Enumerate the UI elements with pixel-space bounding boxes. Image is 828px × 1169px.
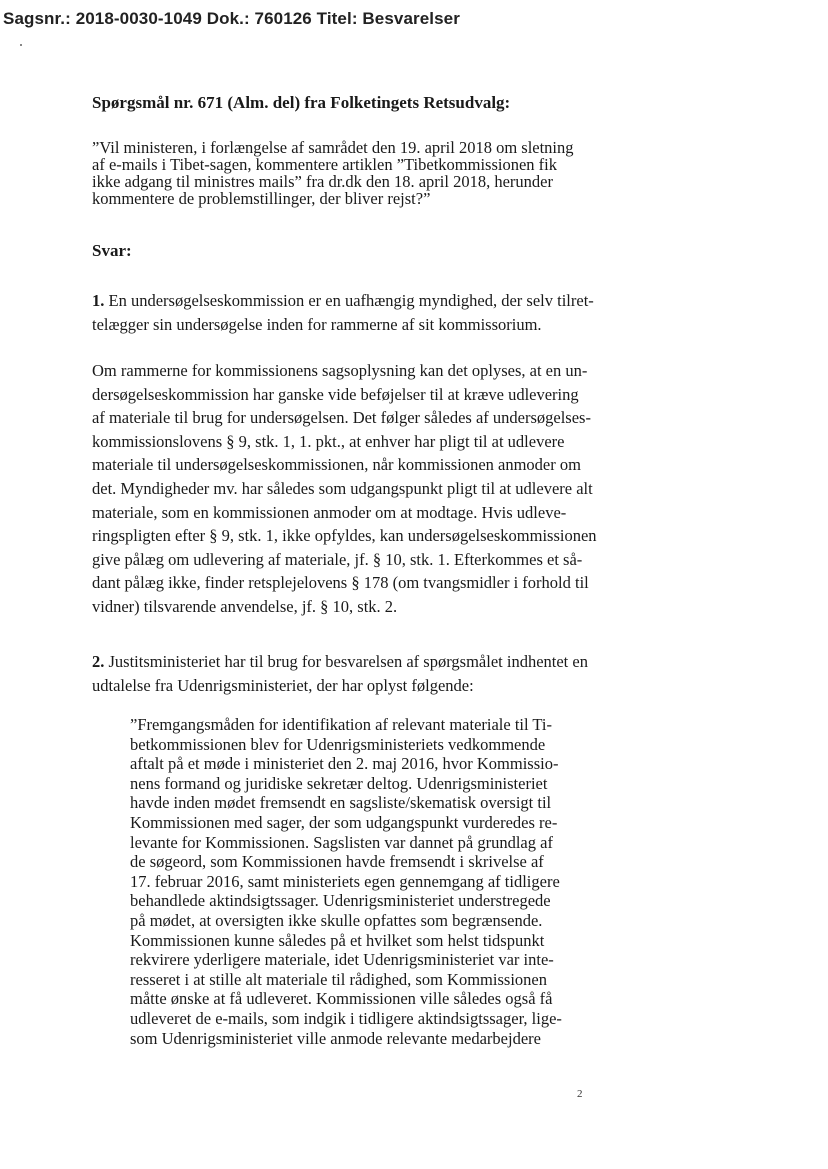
answer-paragraph-2: Om rammerne for kommissionens sagsoplysning kan det oplyses, at en un- dersøgelseskommission har ganske vide beføjelser til at kræve udlevering af materiale til brug for undersøgelsen. Det følger således af undersøgelses- kommissionslovens § 9, stk. 1, 1. pkt., at enhver har pligt til at udlevere materiale til undersøgelseskommissionen, når kommissionen anmoder om det. Myndigheder mv. har således som udgangspunkt pligt til at udlevere alt materiale, som en kommissionen anmoder om at modtage. Hvis udleve- ringspligten efter § 9, stk. 1, ikke opfyldes, kan undersøgelseskommissionen give pålæg om udlevering af materiale, jf. § 10, stk. 1. Efterkommes et så- dant pålæg ikke, finder retsplejelovens § 178 (om tvangsmidler i forhold til vidner) tilsvarende anvendelse, jf. § 10, stk. 2. (92, 361, 597, 616)
answer-paragraph-1 (92, 289, 604, 336)
ministry-quote: ”Fremgangsmåden for identifikation af relevant materiale til Ti- betkommissionen blev for Udenrigsministeriets vedkommende aftalt på et møde i ministeriet den 2. maj 2016, hvor Kommissio- nens formand og juridiske sekretær deltog. Udenrigsministeriet havde inden mødet fremsendt en sagsliste/skematisk oversigt til Kommissionen med sager, der som udgangspunkt vurderedes re- levante for Kommissionen. Sagslisten var dannet på grundlag af de søgeord, som Kommissionen havde fremsendt i skrivelse af 17. februar 2016, samt ministeriets egen gennemgang af tidligere behandlede aktindsigtssager. Udenrigsministeriet understregede på mødet, at oversigten ikke skulle opfattes som begrænsende. Kommissionen kunne således på et hvilket som helst tidspunkt rekvirere yderligere materiale, idet Udenrigsministeriet var inte- resseret i at stille alt materiale til rådighed, som Kommissionen måtte ønske at få udleveret. Kommissionen ville således også få udleveret de e-mails, som indgik i tidligere aktindsigtssager, lige- som Udenrigsministeriet ville anmode relevante medarbejdere (130, 715, 562, 1048)
paragraph-3-text: Justitsministeriet har til brug for besvarelsen af spørgsmålet indhentet en udtalelse fra Udenrigsministeriet, der har oplyst følgende: (92, 652, 588, 695)
paragraph-number-2: 2. (92, 652, 105, 671)
question-text: ”Vil ministeren, i forlængelse af samrådet den 19. april 2018 om sletning af e-mails i Tibet-sagen, kommentere artiklen ”Tibetkommissionen fik ikke adgang til ministres mails” fra dr.dk den 18. april 2018, herunder kommentere de problemstillinger, der bliver rejst?” (92, 138, 574, 208)
scan-speck (20, 44, 22, 46)
question-heading: Spørgsmål nr. 671 (Alm. del) fra Folketingets Retsudvalg: (92, 93, 511, 112)
paragraph-number-1: 1. (92, 291, 105, 310)
answer-paragraph-3 (92, 650, 604, 697)
page-number: 2 (577, 1088, 583, 1100)
answer-label: Svar: (92, 241, 132, 260)
paragraph-1-text: En undersøgelseskommission er en uafhængig myndighed, der selv tilret- telægger sin undersøgelse inden for rammerne af sit kommissorium. (92, 291, 594, 334)
document-stamp: Sagsnr.: 2018-0030-1049 Dok.: 760126 Titel: Besvarelser (3, 9, 460, 28)
